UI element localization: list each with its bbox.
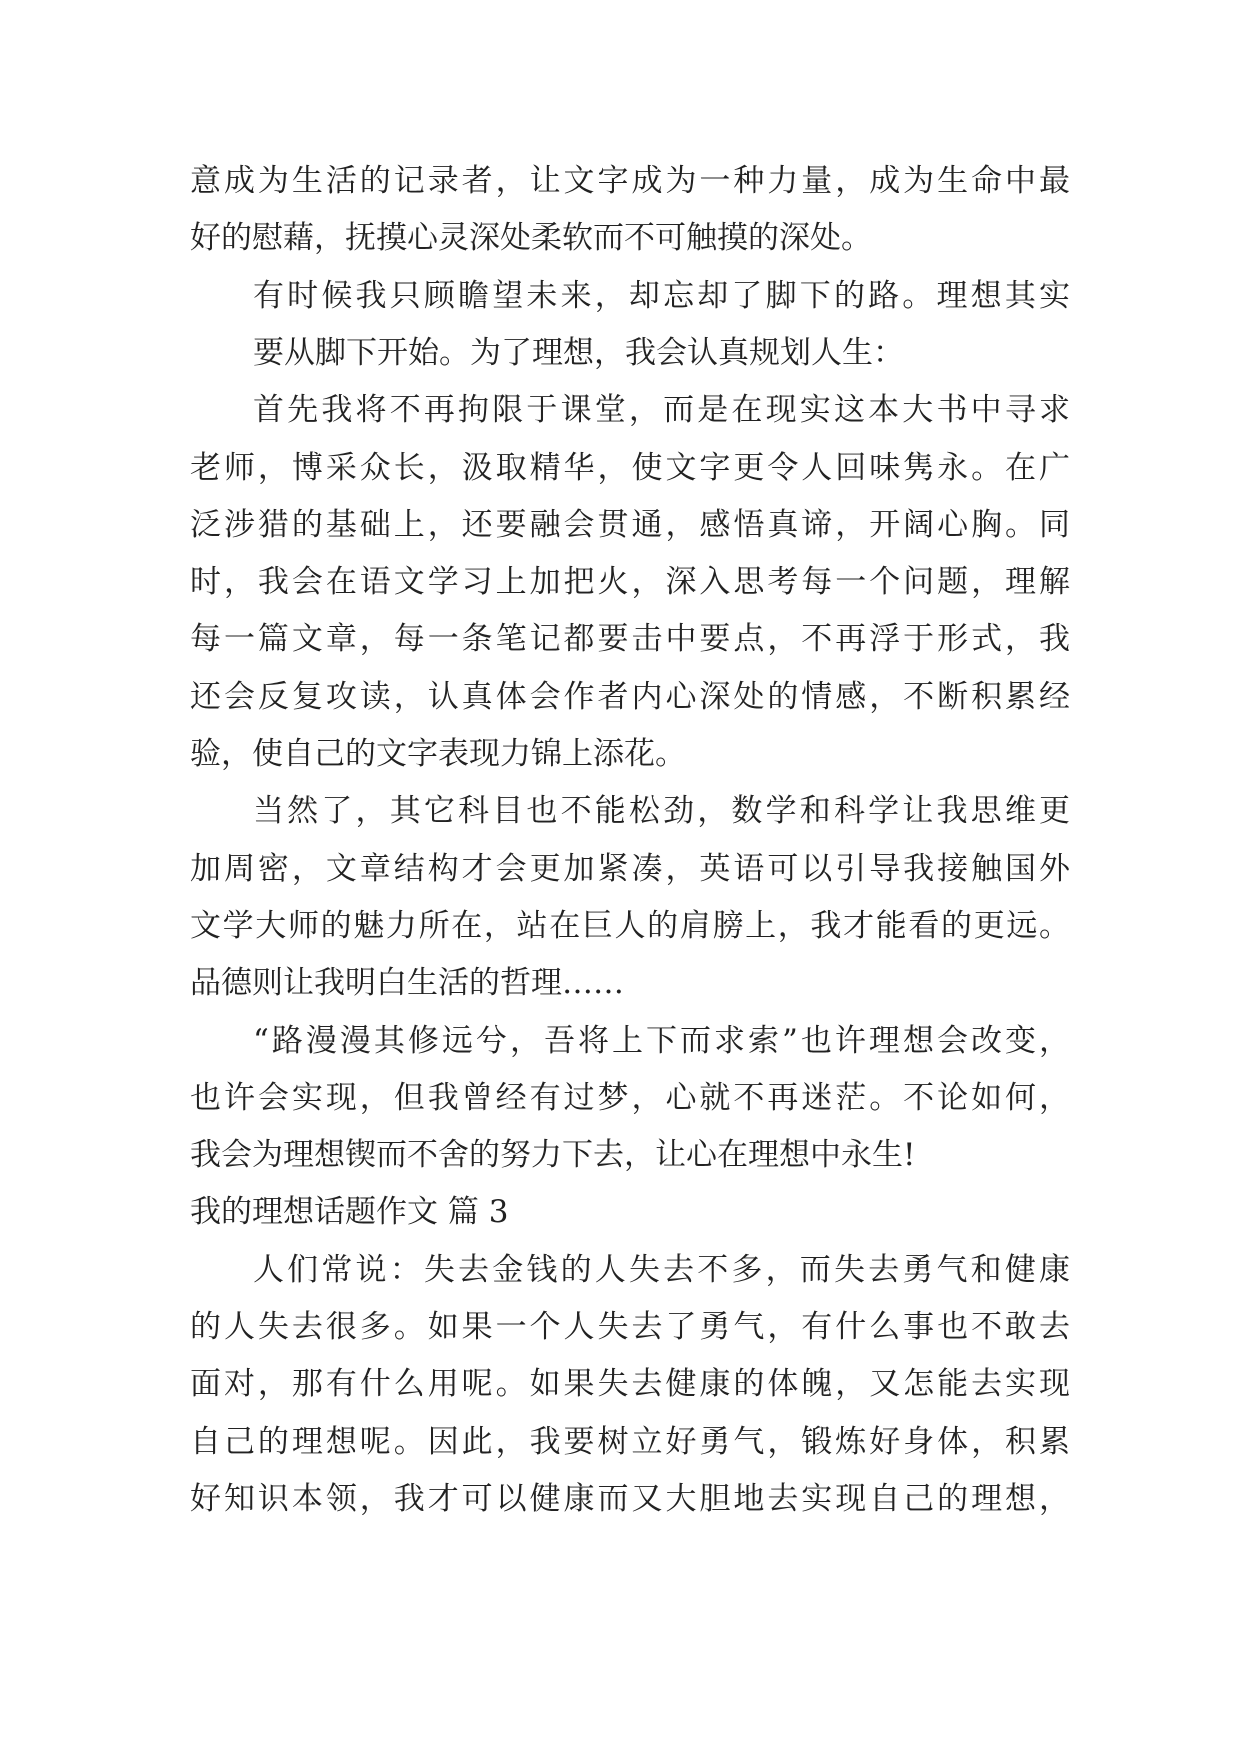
text-line: 时，我会在语文学习上加把火，深入思考每一个问题，理解 (190, 564, 1070, 601)
text-line: 好知识本领，我才可以健康而又大胆地去实现自己的理想， (190, 1480, 1070, 1517)
text-line: 验，使自己的文字表现力锦上添花。 (190, 736, 686, 772)
text-line: 文学大师的魅力所在，站在巨人的肩膀上，我才能看的更远。 (190, 907, 1070, 944)
text-line: 面对，那有什么用呢。如果失去健康的体魄，又怎能去实现 (190, 1366, 1070, 1403)
section-heading: 我的理想话题作文 篇 3 (190, 1194, 509, 1231)
text-line: 泛涉猎的基础上，还要融会贯通，感悟真谛，开阔心胸。同 (190, 506, 1070, 543)
text-line: 当然了，其它科目也不能松劲，数学和科学让我思维更 (253, 793, 1070, 830)
text-line: 有时候我只顾瞻望未来，却忘却了脚下的路。理想其实 (253, 277, 1070, 314)
text-line: 人们常说：失去金钱的人失去不多，而失去勇气和健康 (253, 1251, 1070, 1288)
text-line: 自己的理想呢。因此，我要树立好勇气，锻炼好身体，积累 (190, 1423, 1070, 1460)
text-line: 我会为理想锲而不舍的努力下去，让心在理想中永生! (190, 1137, 916, 1174)
text-line: 首先我将不再拘限于课堂，而是在现实这本大书中寻求 (253, 392, 1070, 429)
text-line: 品德则让我明白生活的哲理…… (190, 965, 624, 1002)
text-line: “路漫漫其修远兮，吾将上下而求索”也许理想会改变， (253, 1022, 1070, 1059)
text-line: 也许会实现，但我曾经有过梦，心就不再迷茫。不论如何， (190, 1079, 1070, 1116)
text-line: 每一篇文章，每一条笔记都要击中要点，不再浮于形式，我 (190, 621, 1070, 658)
text-line: 加周密，文章结构才会更加紧凑，英语可以引导我接触国外 (190, 850, 1070, 887)
text-line: 老师，博采众长，汲取精华，使文字更令人回味隽永。在广 (190, 449, 1070, 486)
text-line: 要从脚下开始。为了理想，我会认真规划人生： (253, 334, 904, 371)
text-line: 还会反复攻读，认真体会作者内心深处的情感，不断积累经 (190, 678, 1070, 715)
text-line: 好的慰藉，抚摸心灵深处柔软而不可触摸的深处。 (190, 220, 872, 257)
text-line: 意成为生活的记录者，让文字成为一种力量，成为生命中最 (190, 163, 1070, 199)
text-line: 的人失去很多。如果一个人失去了勇气，有什么事也不敢去 (190, 1309, 1070, 1345)
